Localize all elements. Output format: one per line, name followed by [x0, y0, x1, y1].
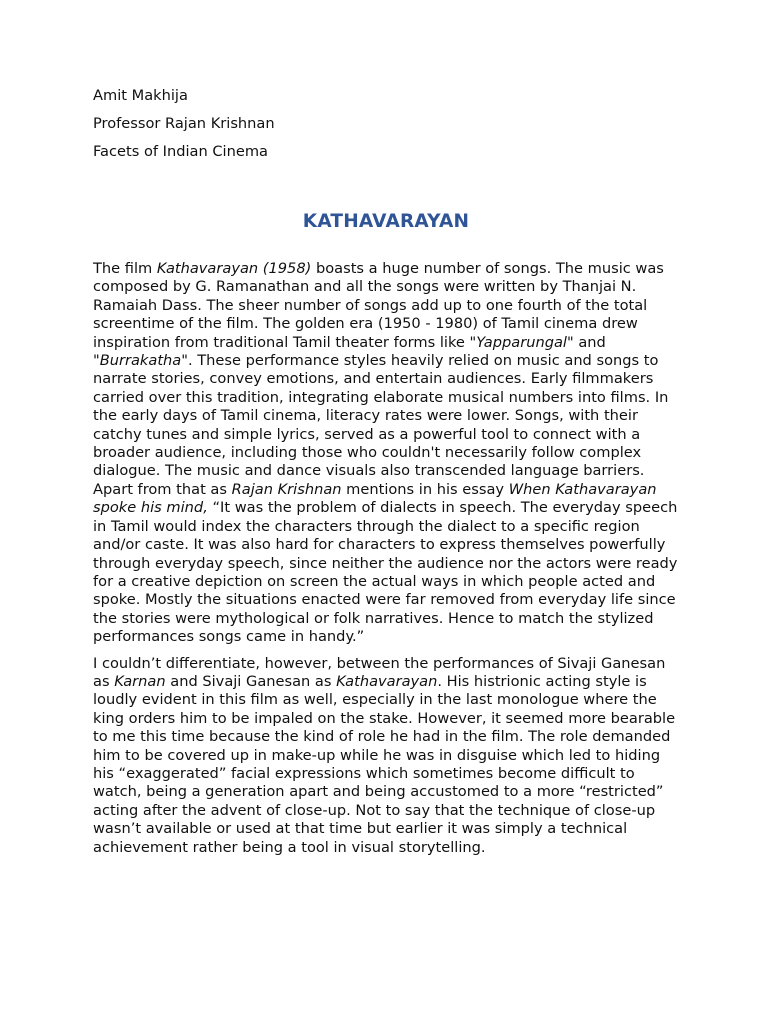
p2-text: . His histrionic acting style is loudly evident in this film as well, especially in the last monologue where the king orders him to be impaled on the stake. However, it seemed more bearable to me this time because the kind of role he had in the film. The role demanded him to be covered up in make-up while he was in disguise which led to hiding his “exaggerated” facial expressions which sometimes become difficult to watch, being a generation apart and being accustomed to a more “restricted” acting after the advent of close-up. Not to say that the technique of close-up wasn’t available or used at that time but earlier it was simply a technical achievement rather being a tool in visual storytelling. — [93, 672, 676, 856]
film-title-italic: Kathavarayan — [336, 672, 438, 690]
p1-text: mentions in his essay — [341, 480, 509, 498]
p1-text: boasts a huge number of songs. The music was composed by G. Ramanathan and all the songs were written by Thanjai N. Ramaiah Dass. The sheer number of songs add up to one fourth of the total screentime of the film. The golden era (1950 - 1980) of Tamil cinema drew inspiration from traditional Tamil theater forms like " — [93, 260, 664, 351]
p1-text: " and " — [93, 333, 606, 370]
film-title-italic: Kathavarayan (1958) — [156, 260, 312, 277]
p1-text: “It was the problem of dialects in speech. The everyday speech in Tamil would index the characters through the dialect to a specific region and/or caste. It was also hard for characters to express themselves powerfully through everyday speech, since neither the audience nor the actors were ready for a creative depiction on screen the actual ways in which people acted and spoke. Mostly the situations enacted were far removed from everyday life since the stories were mythological or folk narratives. Hence to match the stylized performances songs came in handy.” — [93, 499, 678, 646]
p1-text: ". These performance styles heavily relied on music and songs to narrate stories, convey emotions, and entertain audiences. Early filmmakers carried over this tradition, integrating elaborate musical numbers into films. In the early days of Tamil cinema, literacy rates were lower. Songs, with their catchy tunes and simple lyrics, served as a powerful tool to connect with a broader audience, including those who couldn't necessarily follow complex dialogue. The music and dance visuals also transcended language barriers. Apart from that as — [93, 352, 669, 498]
course-name: Facets of Indian Cinema — [93, 143, 269, 160]
document-page — [93, 86, 679, 865]
paragraph-1 — [93, 260, 679, 647]
theater-form-italic: Yapparungal — [476, 333, 567, 351]
professor-name: Professor Rajan Krishnan — [93, 115, 275, 132]
author-reference-italic: Rajan Krishnan — [231, 480, 342, 498]
essay-title-italic: When Kathavarayan spoke his mind, — [93, 480, 657, 517]
paragraph-2 — [93, 655, 679, 857]
theater-form-italic: Burrakatha — [99, 352, 182, 370]
p2-text: I couldn’t differentiate, however, between the performances of Sivaji Ganesan as — [93, 654, 666, 690]
p1-text: The film — [93, 260, 157, 277]
p2-text: and Sivaji Ganesan as — [165, 672, 337, 690]
author-name: Amit Makhija — [93, 87, 188, 104]
film-title-italic: Karnan — [114, 672, 166, 690]
document-title: KATHAVARAYAN — [302, 211, 470, 232]
